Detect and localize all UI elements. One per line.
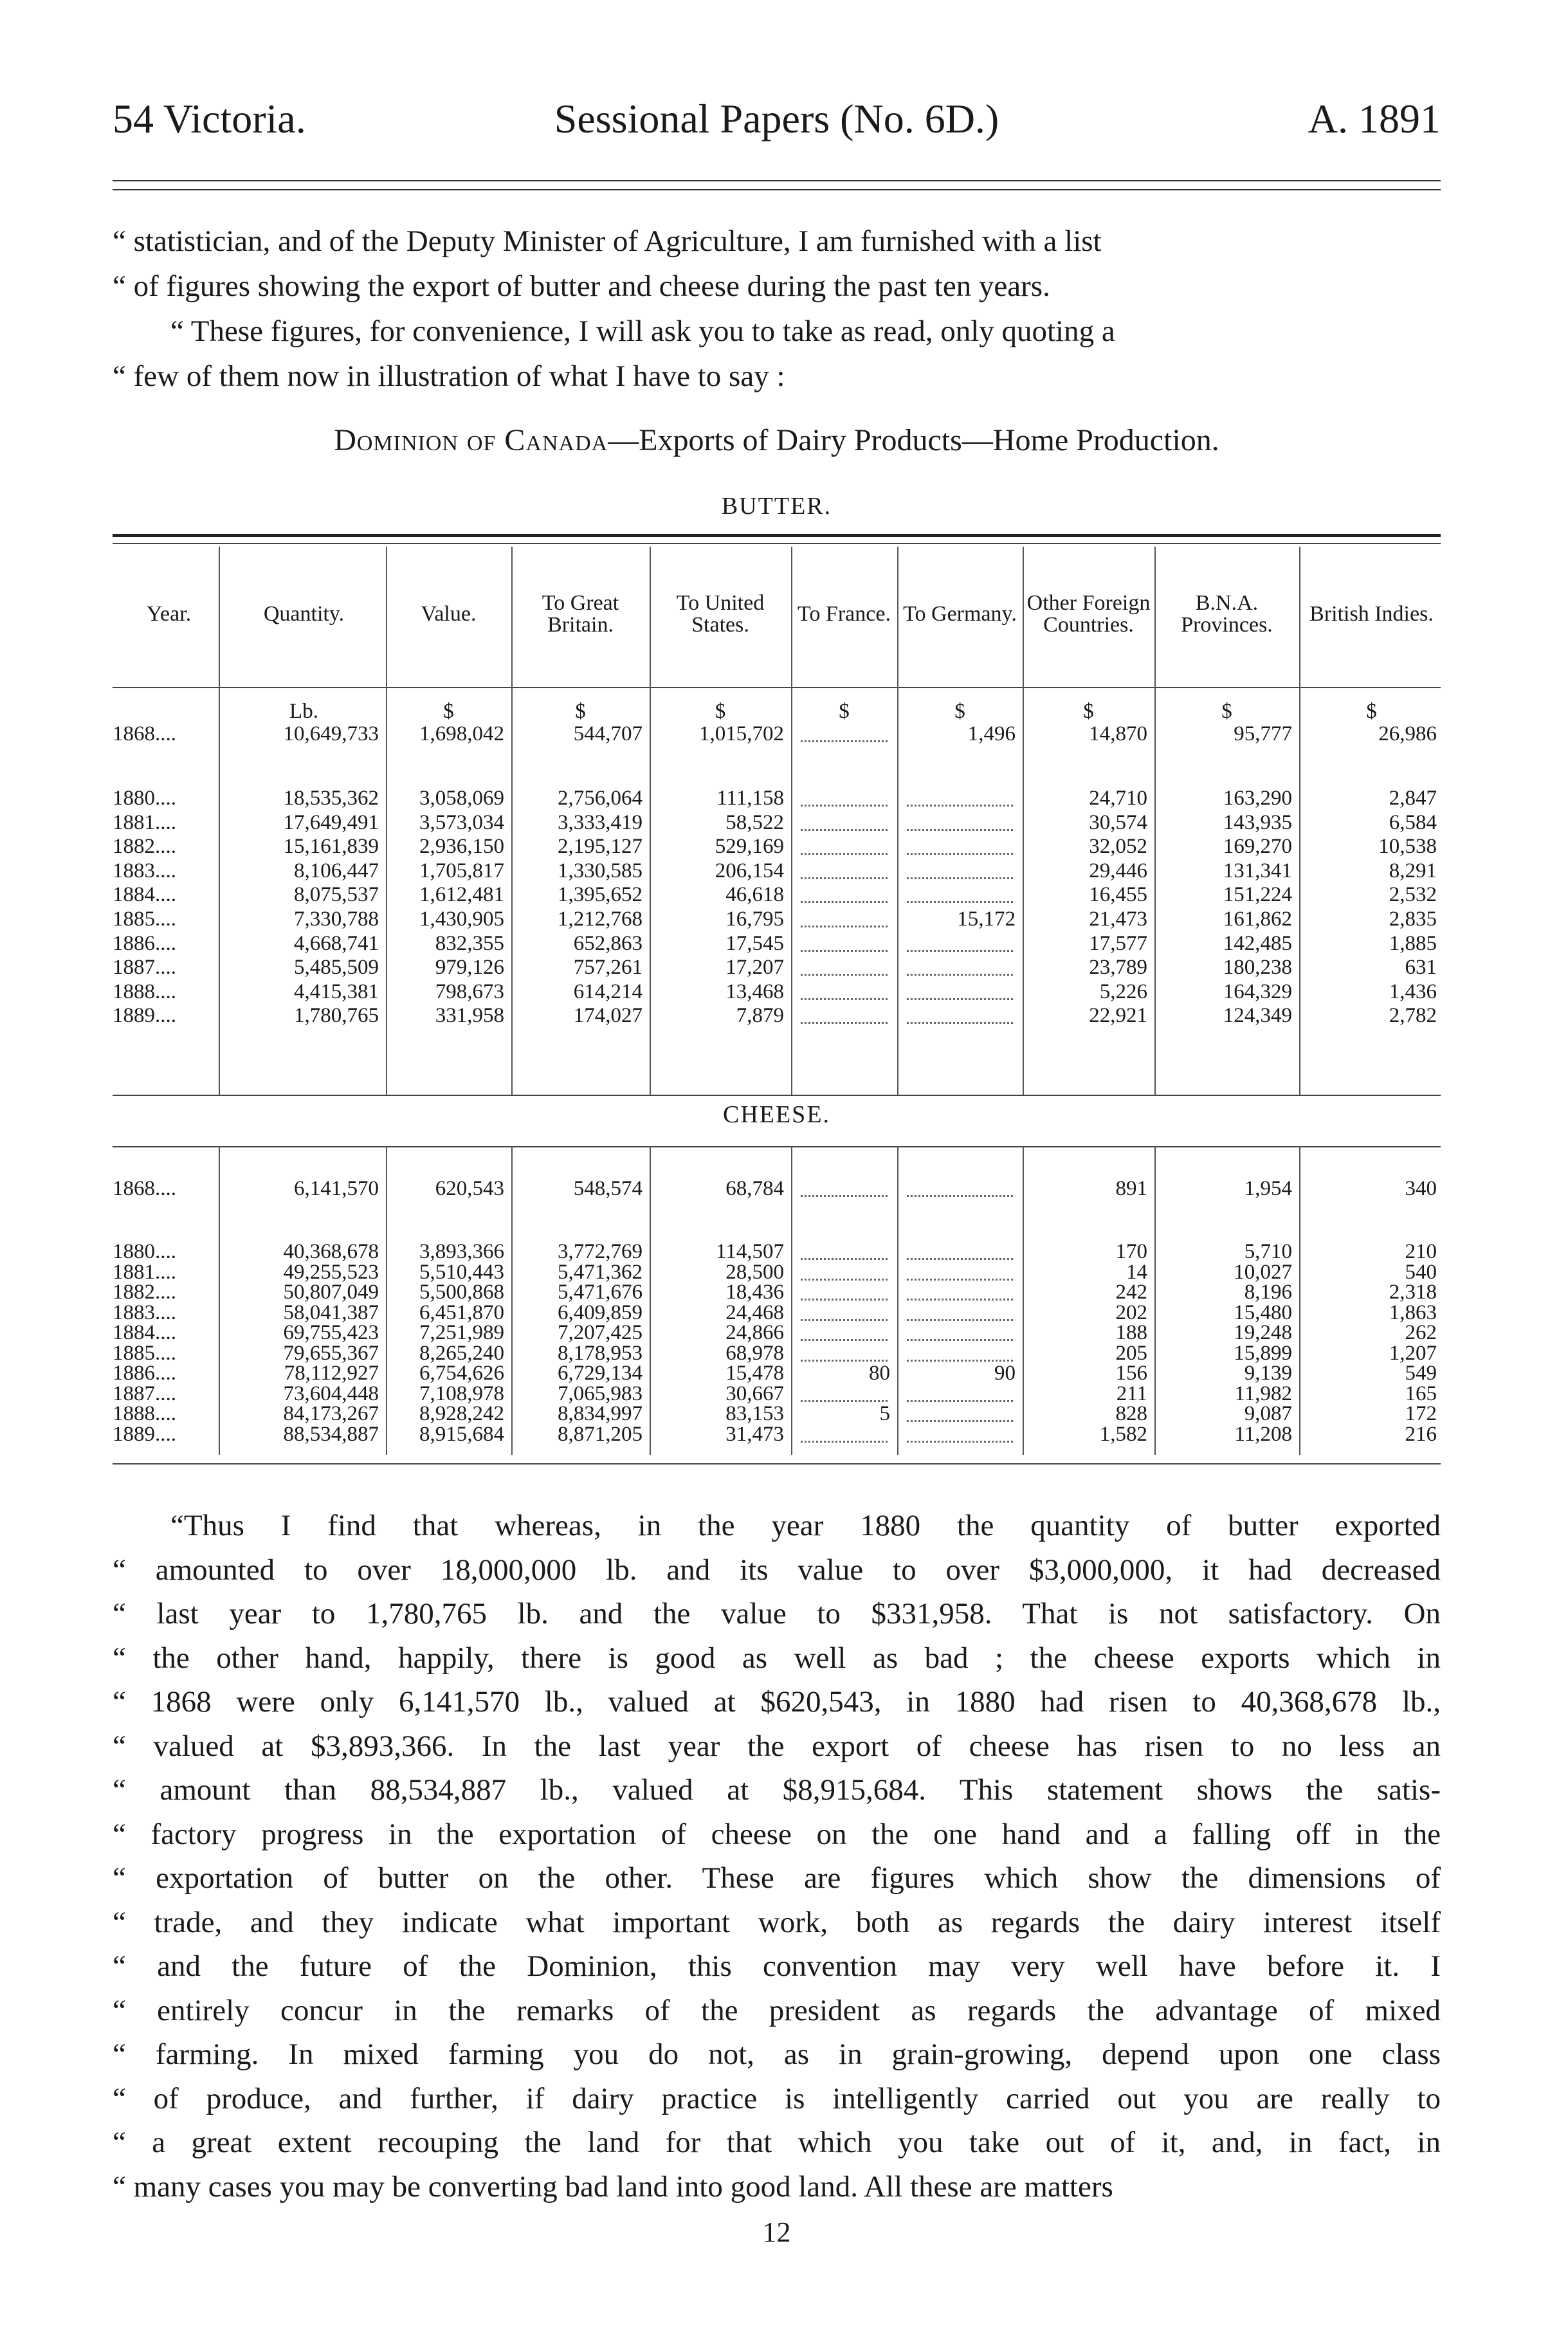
- unit-label: $: [1366, 700, 1377, 723]
- value-cell: 30,574: [1089, 810, 1147, 834]
- empty-cell-leader: [801, 781, 888, 807]
- table-bottom-rule: [113, 1463, 1441, 1465]
- cheese-top-rule: [113, 1146, 1441, 1147]
- value-cell: 40,368,678: [283, 1240, 379, 1263]
- running-head: [113, 90, 1441, 148]
- value-cell: 49,255,523: [283, 1260, 379, 1284]
- value-cell: 614,214: [573, 980, 643, 1003]
- value-cell: 90: [994, 1362, 1016, 1385]
- value-cell: 95,777: [1234, 722, 1292, 745]
- value-cell: 163,290: [1223, 787, 1292, 810]
- value-cell: 1,705,817: [419, 859, 504, 882]
- table-top-rule: [113, 534, 1441, 537]
- body-line: “ entirely concur in the remarks of the president as regards the advantage of mixed: [113, 1993, 1441, 2027]
- value-cell: 631: [1405, 956, 1437, 980]
- value-cell: 46,618: [725, 883, 784, 907]
- value-cell: 2,195,127: [558, 835, 643, 859]
- empty-cell-leader: [801, 975, 888, 1000]
- table-title: [113, 418, 1441, 463]
- value-cell: 15,478: [725, 1362, 784, 1385]
- value-cell: 216: [1405, 1422, 1437, 1446]
- year-cell: 1868....: [113, 722, 176, 745]
- value-cell: 11,208: [1234, 1422, 1292, 1446]
- value-cell: 202: [1115, 1300, 1147, 1324]
- value-cell: 2,782: [1389, 1004, 1437, 1028]
- value-cell: 174,027: [573, 1004, 643, 1028]
- value-cell: 79,655,367: [283, 1341, 379, 1365]
- value-cell: 652,863: [573, 931, 643, 955]
- unit-label: $: [1083, 700, 1094, 723]
- unit-label: $: [839, 700, 850, 723]
- year-cell: 1868....: [113, 1177, 176, 1200]
- value-cell: 124,349: [1223, 1004, 1292, 1028]
- empty-cell-leader: [801, 1337, 888, 1362]
- value-cell: 17,207: [725, 956, 784, 980]
- value-cell: 1,582: [1099, 1422, 1147, 1446]
- column-divider: [650, 547, 651, 1095]
- value-cell: 3,893,366: [419, 1240, 504, 1263]
- running-head-center: Sessional Papers (No. 6D.): [554, 96, 999, 141]
- value-cell: 11,982: [1234, 1382, 1292, 1405]
- empty-cell-leader: [907, 927, 1013, 952]
- column-divider: [791, 1146, 792, 1455]
- value-cell: 8,915,684: [419, 1422, 504, 1446]
- empty-cell-leader: [801, 902, 888, 927]
- body-line: “ trade, and they indicate what important work, both as regards the dairy interest itself: [113, 1905, 1441, 1939]
- value-cell: 1,330,585: [558, 859, 643, 882]
- value-cell: 8,871,205: [558, 1422, 643, 1446]
- year-cell: 1880....: [113, 787, 176, 810]
- empty-cell-leader: [801, 1377, 888, 1402]
- value-cell: 142,485: [1223, 931, 1292, 955]
- value-cell: 6,584: [1389, 810, 1437, 834]
- body-line: “ 1868 were only 6,141,570 lb., valued at $620,543, in 1880 had risen to 40,368,678 lb.,: [113, 1685, 1441, 1719]
- value-cell: 5,471,676: [558, 1281, 643, 1304]
- column-header: To France.: [798, 602, 891, 626]
- column-divider: [1023, 547, 1024, 1095]
- value-cell: 78,112,927: [284, 1362, 379, 1385]
- column-divider: [650, 1146, 651, 1455]
- value-cell: 7,330,788: [294, 908, 379, 931]
- value-cell: 205: [1115, 1341, 1147, 1365]
- value-cell: 8,265,240: [419, 1341, 504, 1365]
- value-cell: 10,649,733: [283, 722, 379, 745]
- value-cell: 180,238: [1223, 956, 1292, 980]
- empty-cell-leader: [801, 830, 888, 855]
- empty-cell-leader: [801, 1172, 888, 1197]
- value-cell: 114,507: [715, 1240, 784, 1263]
- value-cell: 28,500: [725, 1260, 784, 1284]
- empty-cell-leader: [907, 854, 1013, 879]
- value-cell: 17,577: [1089, 931, 1147, 955]
- value-cell: 5,485,509: [294, 956, 379, 980]
- value-cell: 131,341: [1223, 859, 1292, 882]
- column-divider: [897, 1146, 898, 1455]
- value-cell: 7,108,978: [419, 1382, 504, 1405]
- value-cell: 1,430,905: [419, 908, 504, 931]
- value-cell: 58,522: [725, 810, 784, 834]
- year-cell: 1886....: [113, 931, 176, 955]
- value-cell: 9,087: [1244, 1402, 1292, 1425]
- year-cell: 1881....: [113, 1260, 176, 1284]
- value-cell: 8,196: [1244, 1281, 1292, 1304]
- empty-cell-leader: [801, 951, 888, 976]
- year-cell: 1887....: [113, 1382, 176, 1405]
- year-cell: 1884....: [113, 1321, 176, 1344]
- value-cell: 19,248: [1234, 1321, 1292, 1344]
- column-header: Year.: [146, 602, 192, 626]
- empty-cell-leader: [907, 1337, 1013, 1362]
- value-cell: 24,710: [1089, 787, 1147, 810]
- column-header: To United States.: [676, 591, 765, 637]
- value-cell: 164,329: [1223, 980, 1292, 1003]
- empty-cell-leader: [801, 999, 888, 1024]
- year-cell: 1887....: [113, 956, 176, 980]
- value-cell: 548,574: [573, 1177, 643, 1200]
- year-cell: 1889....: [113, 1422, 176, 1446]
- value-cell: 15,161,839: [283, 835, 379, 859]
- table-title-rest: —Exports of Dairy Products—Home Production.: [608, 423, 1219, 457]
- page-number: 12: [762, 2216, 791, 2248]
- value-cell: 331,958: [435, 1004, 504, 1028]
- value-cell: 24,866: [725, 1321, 784, 1344]
- value-cell: 8,928,242: [419, 1402, 504, 1425]
- column-header: To Germany.: [903, 602, 1017, 626]
- value-cell: 68,978: [725, 1341, 784, 1365]
- column-divider: [386, 547, 387, 1095]
- year-cell: 1885....: [113, 1341, 176, 1365]
- empty-cell-leader: [801, 878, 888, 903]
- value-cell: 5,510,443: [419, 1260, 504, 1284]
- value-cell: 7,251,989: [419, 1321, 504, 1344]
- body-line: “ of produce, and further, if dairy practice is intelligently carried out you are really to: [113, 2081, 1441, 2115]
- value-cell: 1,612,481: [419, 883, 504, 907]
- head-rules: [113, 180, 1441, 198]
- value-cell: 798,673: [435, 980, 504, 1003]
- year-cell: 1888....: [113, 980, 176, 1003]
- value-cell: 17,649,491: [283, 810, 379, 834]
- year-cell: 1882....: [113, 835, 176, 859]
- body-paragraph: [113, 1504, 1441, 2209]
- value-cell: 18,436: [725, 1281, 784, 1304]
- value-cell: 15,480: [1234, 1300, 1292, 1324]
- value-cell: 979,126: [435, 956, 504, 980]
- value-cell: 211: [1116, 1382, 1147, 1405]
- empty-cell-leader: [801, 717, 888, 742]
- value-cell: 3,333,419: [558, 810, 643, 834]
- empty-cell-leader: [907, 951, 1013, 976]
- value-cell: 30,667: [725, 1382, 784, 1405]
- value-cell: 88,534,887: [283, 1422, 379, 1446]
- value-cell: 16,795: [725, 908, 784, 931]
- value-cell: 206,154: [715, 859, 784, 882]
- year-cell: 1889....: [113, 1004, 176, 1028]
- empty-cell-leader: [907, 975, 1013, 1000]
- value-cell: 540: [1405, 1260, 1437, 1284]
- value-cell: 9,139: [1244, 1362, 1292, 1385]
- body-line: “ amounted to over 18,000,000 lb. and its value to over $3,000,000, it had decreased: [113, 1553, 1441, 1587]
- column-divider: [1299, 547, 1300, 1095]
- value-cell: 111,158: [716, 787, 784, 810]
- year-cell: 1885....: [113, 908, 176, 931]
- column-divider: [897, 547, 898, 1095]
- year-cell: 1888....: [113, 1402, 176, 1425]
- value-cell: 2,532: [1389, 883, 1437, 907]
- value-cell: 32,052: [1089, 835, 1147, 859]
- body-line: “ last year to 1,780,765 lb. and the value to $331,958. That is not satisfactory. On: [113, 1597, 1441, 1630]
- column-header: Other Foreign Countries.: [1026, 591, 1151, 637]
- empty-cell-leader: [907, 830, 1013, 855]
- value-cell: 169,270: [1223, 835, 1292, 859]
- value-cell: 7,207,425: [558, 1321, 643, 1344]
- value-cell: 15,899: [1234, 1341, 1292, 1365]
- body-line: “ a great extent recouping the land for that which you take out of it, and, in fact, in: [113, 2126, 1441, 2159]
- value-cell: 1,436: [1389, 980, 1437, 1003]
- value-cell: 6,754,626: [419, 1362, 504, 1385]
- cheese-label: CHEESE.: [722, 1101, 831, 1128]
- value-cell: 5,471,362: [558, 1260, 643, 1284]
- value-cell: 3,058,069: [419, 787, 504, 810]
- value-cell: 620,543: [435, 1177, 504, 1200]
- year-cell: 1881....: [113, 810, 176, 834]
- value-cell: 16,455: [1089, 883, 1147, 907]
- body-line: “ amount than 88,534,887 lb., valued at $8,915,684. This statement shows the satis-: [113, 1773, 1441, 1807]
- value-cell: 188: [1115, 1321, 1147, 1344]
- intro-line: “ These figures, for convenience, I will ask you to take as read, only quoting a: [170, 315, 1115, 348]
- value-cell: 68,784: [725, 1177, 784, 1200]
- empty-cell-leader: [907, 806, 1013, 831]
- value-cell: 21,473: [1089, 908, 1147, 931]
- body-line: “ exportation of butter on the other. These are figures which show the dimensions of: [113, 1861, 1441, 1895]
- butter-bottom-rule: [113, 1095, 1441, 1096]
- value-cell: 1,780,765: [294, 1004, 379, 1028]
- value-cell: 2,318: [1389, 1281, 1437, 1304]
- column-divider: [511, 1146, 513, 1455]
- value-cell: 50,807,049: [283, 1281, 379, 1304]
- value-cell: 828: [1115, 1402, 1147, 1425]
- value-cell: 1,207: [1389, 1341, 1437, 1365]
- value-cell: 2,835: [1389, 908, 1437, 931]
- column-header: British Indies.: [1309, 602, 1434, 626]
- value-cell: 73,604,448: [283, 1382, 379, 1405]
- year-cell: 1882....: [113, 1281, 176, 1304]
- value-cell: 8,106,447: [294, 859, 379, 882]
- value-cell: 8,178,953: [558, 1341, 643, 1365]
- value-cell: 1,015,702: [699, 722, 784, 745]
- value-cell: 1,395,652: [558, 883, 643, 907]
- empty-cell-leader: [907, 878, 1013, 903]
- value-cell: 4,668,741: [294, 931, 379, 955]
- exports-table: [113, 534, 1441, 1463]
- empty-cell-leader: [907, 1418, 1013, 1443]
- body-line: “ many cases you may be converting bad land into good land. All these are matters: [113, 2169, 1113, 2204]
- value-cell: 5,226: [1099, 980, 1147, 1003]
- running-head-left: 54 Victoria.: [113, 96, 306, 141]
- value-cell: 1,496: [967, 722, 1016, 745]
- value-cell: 6,141,570: [294, 1177, 379, 1200]
- value-cell: 143,935: [1223, 810, 1292, 834]
- column-divider: [1023, 1146, 1024, 1455]
- value-cell: 22,921: [1089, 1004, 1147, 1028]
- value-cell: 165: [1405, 1382, 1437, 1405]
- column-divider: [791, 547, 792, 1095]
- value-cell: 5: [879, 1402, 890, 1425]
- year-cell: 1883....: [113, 1300, 176, 1324]
- intro-paragraph: [113, 219, 1441, 399]
- body-line: “ the other hand, happily, there is good as well as bad ; the cheese exports which in: [113, 1641, 1441, 1675]
- value-cell: 10,027: [1234, 1260, 1292, 1284]
- value-cell: 29,446: [1089, 859, 1147, 882]
- value-cell: 529,169: [715, 835, 784, 859]
- value-cell: 832,355: [435, 931, 504, 955]
- year-cell: 1883....: [113, 859, 176, 882]
- intro-line: “ statistician, and of the Deputy Minister of Agriculture, I am furnished with a list: [113, 224, 1102, 258]
- column-header: To Great Britain.: [542, 591, 619, 637]
- value-cell: 156: [1115, 1362, 1147, 1385]
- value-cell: 340: [1405, 1177, 1437, 1200]
- unit-label: $: [443, 700, 454, 723]
- year-cell: 1884....: [113, 883, 176, 907]
- intro-line: “ of figures showing the export of butter and cheese during the past ten years.: [113, 269, 1050, 303]
- value-cell: 2,936,150: [419, 835, 504, 859]
- year-cell: 1886....: [113, 1362, 176, 1385]
- header-bottom-rule: [113, 687, 1441, 688]
- value-cell: 15,172: [957, 908, 1016, 931]
- column-divider: [1154, 1146, 1156, 1455]
- column-header: B.N.A. Provinces.: [1181, 591, 1273, 637]
- table-title-caps: Dominion of Canada: [334, 423, 608, 457]
- value-cell: 8,075,537: [294, 883, 379, 907]
- value-cell: 17,545: [725, 931, 784, 955]
- value-cell: 757,261: [573, 956, 643, 980]
- value-cell: 14: [1126, 1260, 1147, 1284]
- value-cell: 1,698,042: [419, 722, 504, 745]
- empty-cell-leader: [907, 781, 1013, 807]
- empty-cell-leader: [801, 1418, 888, 1443]
- body-line: “Thus I find that whereas, in the year 1880 the quantity of butter exported: [170, 1509, 1441, 1542]
- value-cell: 6,729,134: [558, 1362, 643, 1385]
- column-header: Quantity.: [263, 602, 345, 626]
- value-cell: 8,291: [1389, 859, 1437, 882]
- intro-line: “ few of them now in illustration of what I have to say :: [113, 360, 785, 393]
- value-cell: 2,847: [1389, 787, 1437, 810]
- value-cell: 7,879: [736, 1004, 784, 1028]
- value-cell: 262: [1405, 1321, 1437, 1344]
- value-cell: 26,986: [1378, 722, 1437, 745]
- value-cell: 6,409,859: [558, 1300, 643, 1324]
- body-line: “ factory progress in the exportation of cheese on the one hand and a falling off in the: [113, 1817, 1441, 1851]
- value-cell: 84,173,267: [283, 1402, 379, 1425]
- value-cell: 3,573,034: [419, 810, 504, 834]
- value-cell: 5,710: [1244, 1240, 1292, 1263]
- body-line: “ farming. In mixed farming you do not, as in grain-growing, depend upon one class: [113, 2038, 1441, 2071]
- year-cell: 1880....: [113, 1240, 176, 1263]
- value-cell: 23,789: [1089, 956, 1147, 980]
- value-cell: 210: [1405, 1240, 1437, 1263]
- body-line: “ valued at $3,893,366. In the last year the export of cheese has risen to no less an: [113, 1729, 1441, 1763]
- empty-cell-leader: [801, 854, 888, 879]
- value-cell: 3,772,769: [558, 1240, 643, 1263]
- value-cell: 24,468: [725, 1300, 784, 1324]
- value-cell: 83,153: [725, 1402, 784, 1425]
- value-cell: 13,468: [725, 980, 784, 1003]
- value-cell: 1,954: [1244, 1177, 1292, 1200]
- value-cell: 10,538: [1378, 835, 1437, 859]
- value-cell: 7,065,983: [558, 1382, 643, 1405]
- value-cell: 14,870: [1089, 722, 1147, 745]
- unit-label: $: [575, 700, 586, 723]
- value-cell: 58,041,387: [283, 1300, 379, 1324]
- column-header: Value.: [421, 602, 477, 626]
- body-line: “ and the future of the Dominion, this convention may very well have before it. I: [113, 1949, 1441, 1983]
- running-head-right: A. 1891: [1308, 96, 1441, 141]
- value-cell: 8,834,997: [558, 1402, 643, 1425]
- value-cell: 6,451,870: [419, 1300, 504, 1324]
- value-cell: 5,500,868: [419, 1281, 504, 1304]
- unit-label: $: [715, 700, 726, 723]
- value-cell: 1,863: [1389, 1300, 1437, 1324]
- value-cell: 544,707: [573, 722, 643, 745]
- unit-label: $: [1221, 700, 1232, 723]
- empty-cell-leader: [907, 1172, 1013, 1197]
- empty-cell-leader: [801, 806, 888, 831]
- value-cell: 549: [1405, 1362, 1437, 1385]
- column-divider: [1299, 1146, 1300, 1455]
- value-cell: 31,473: [725, 1422, 784, 1446]
- column-divider: [511, 547, 513, 1095]
- value-cell: 2,756,064: [558, 787, 643, 810]
- value-cell: 170: [1115, 1240, 1147, 1263]
- value-cell: 1,212,768: [558, 908, 643, 931]
- value-cell: 69,755,423: [283, 1321, 379, 1344]
- column-divider: [386, 1146, 387, 1455]
- value-cell: 80: [869, 1362, 890, 1385]
- value-cell: 891: [1115, 1177, 1147, 1200]
- unit-label: Lb.: [289, 700, 318, 723]
- value-cell: 151,224: [1223, 883, 1292, 907]
- butter-label: BUTTER.: [721, 493, 832, 520]
- value-cell: 161,862: [1223, 908, 1292, 931]
- empty-cell-leader: [907, 999, 1013, 1024]
- column-divider: [1154, 547, 1156, 1095]
- value-cell: 18,535,362: [283, 787, 379, 810]
- value-cell: 242: [1115, 1281, 1147, 1304]
- value-cell: 172: [1405, 1402, 1437, 1425]
- empty-cell-leader: [801, 927, 888, 952]
- value-cell: 1,885: [1389, 931, 1437, 955]
- unit-label: $: [954, 700, 965, 723]
- table-top-rule-thin: [113, 543, 1441, 544]
- value-cell: 4,415,381: [294, 980, 379, 1003]
